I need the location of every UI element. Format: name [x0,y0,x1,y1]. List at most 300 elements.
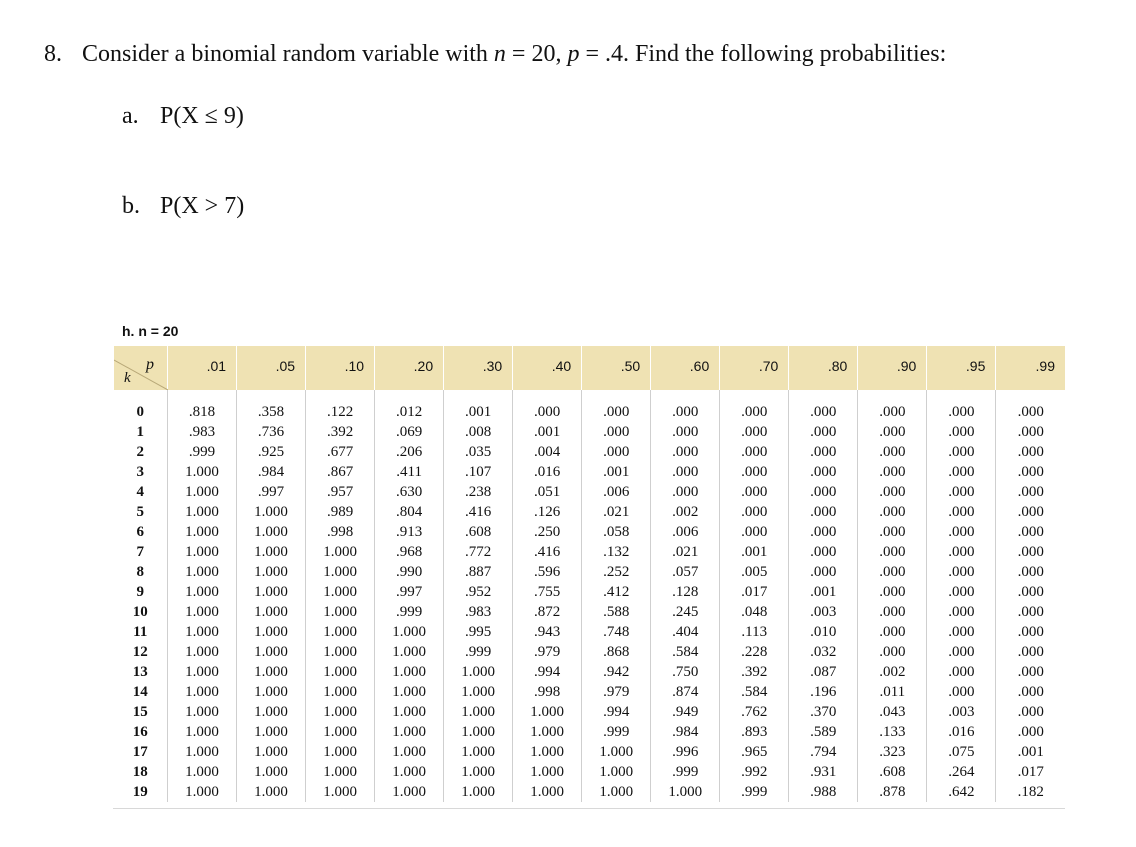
table-row [114,742,1066,762]
p-header-cell [306,346,375,390]
probability-cell: .998 [306,522,375,542]
table-row [114,702,1066,722]
k-value-cell: 17 [132,744,148,760]
probability-cell: 1.000 [237,622,306,642]
probability-cell: 1.000 [306,722,375,742]
p-header-cell [237,346,306,390]
probability-cell: 1.000 [237,642,306,662]
table-row [114,482,1066,502]
probability-cell: .006 [582,482,651,502]
p-header-value: .99 [1035,358,1055,374]
probability-cell: .000 [789,422,858,442]
probability-cell: .999 [444,642,513,662]
probability-cell: .000 [789,502,858,522]
p-header-value: .80 [827,358,848,374]
probability-cell: .000 [996,722,1065,742]
probability-cell: .003 [927,702,996,722]
p-header-cell [720,346,789,390]
probability-cell: 1.000 [306,642,375,662]
p-header-cell [513,346,582,390]
p-value-and-instruction: = .4. Find the following probabilities: [579,41,947,67]
probability-cell: .983 [168,422,237,442]
probability-cell: .000 [996,542,1065,562]
p-header-cell [927,346,996,390]
probability-cell: 1.000 [237,662,306,682]
probability-cell: .005 [720,562,789,582]
probability-cell: .001 [513,422,582,442]
probability-cell: .584 [720,682,789,702]
probability-cell: .949 [651,702,720,722]
p-header-value: .70 [758,358,779,374]
probability-cell: .000 [927,522,996,542]
probability-cell: .755 [513,582,582,602]
p-header-cell [582,346,651,390]
probability-cell: .000 [582,442,651,462]
probability-cell: .000 [927,602,996,622]
probability-cell: .943 [513,622,582,642]
probability-cell: .984 [651,722,720,742]
probability-cell: .250 [513,522,582,542]
probability-cell: .931 [789,762,858,782]
probability-cell: .804 [375,502,444,522]
probability-cell: .228 [720,642,789,662]
probability-cell: 1.000 [237,702,306,722]
probability-cell: .000 [858,390,927,422]
table-bottom-rule [113,808,1065,809]
probability-cell: .999 [168,442,237,462]
probability-cell: .000 [789,482,858,502]
probability-cell: .952 [444,582,513,602]
probability-cell: 1.000 [237,742,306,762]
table-caption: h. n = 20 [122,323,179,339]
probability-cell: .642 [927,782,996,802]
part-a-text: P(X ≤ 9) [160,103,244,129]
probability-cell: .996 [651,742,720,762]
probability-cell: .000 [927,390,996,422]
k-value-cell: 12 [132,644,148,660]
probability-cell: .000 [927,622,996,642]
table-body [114,390,1066,802]
probability-cell: .000 [996,622,1065,642]
probability-cell: .957 [306,482,375,502]
probability-cell: .589 [789,722,858,742]
question-intro: Consider a binomial random variable with [82,41,488,67]
probability-cell: 1.000 [168,662,237,682]
probability-cell: .893 [720,722,789,742]
probability-cell: .000 [720,482,789,502]
probability-cell: .867 [306,462,375,482]
probability-cell: .107 [444,462,513,482]
k-value-cell: 1 [136,424,144,440]
p-header-cell [789,346,858,390]
probability-cell: .000 [720,462,789,482]
probability-cell: 1.000 [168,602,237,622]
k-value-cell: 7 [136,544,144,560]
probability-cell: .000 [789,462,858,482]
probability-cell: .748 [582,622,651,642]
probability-cell: 1.000 [306,742,375,762]
k-value-cell: 9 [136,584,144,600]
k-value-cell: 8 [136,564,144,580]
probability-cell: .011 [858,682,927,702]
probability-cell: 1.000 [444,682,513,702]
probability-cell: .058 [582,522,651,542]
probability-cell: .887 [444,562,513,582]
probability-cell: .392 [720,662,789,682]
probability-cell: 1.000 [513,722,582,742]
probability-cell: .750 [651,662,720,682]
probability-cell: .000 [927,642,996,662]
probability-cell: .000 [858,602,927,622]
probability-cell: .002 [858,662,927,682]
probability-cell: 1.000 [375,782,444,802]
k-value-cell: 11 [133,624,148,640]
probability-cell: .010 [789,622,858,642]
probability-cell: .021 [582,502,651,522]
p-header-cell [444,346,513,390]
probability-cell: .000 [789,442,858,462]
probability-cell: 1.000 [375,622,444,642]
k-value-cell: 6 [136,524,144,540]
probability-cell: 1.000 [168,742,237,762]
probability-cell: 1.000 [168,522,237,542]
probability-cell: .000 [927,442,996,462]
p-header-cell [858,346,927,390]
probability-cell: .000 [858,542,927,562]
probability-cell: 1.000 [237,582,306,602]
k-value-cell: 2 [136,444,144,460]
probability-cell: .057 [651,562,720,582]
probability-cell: .000 [513,390,582,422]
probability-cell: 1.000 [168,462,237,482]
probability-cell: 1.000 [306,702,375,722]
probability-cell: .794 [789,742,858,762]
probability-cell: .245 [651,602,720,622]
probability-cell: .000 [996,390,1065,422]
probability-cell: 1.000 [513,762,582,782]
probability-cell: 1.000 [168,482,237,502]
probability-cell: .000 [858,582,927,602]
probability-cell: 1.000 [306,542,375,562]
p-header-value: .20 [413,358,434,374]
probability-cell: .404 [651,622,720,642]
probability-cell: .984 [237,462,306,482]
p-header-value: .90 [896,358,917,374]
probability-cell: 1.000 [168,642,237,662]
probability-cell: 1.000 [168,782,237,802]
probability-cell: .000 [720,522,789,542]
probability-cell: .196 [789,682,858,702]
probability-cell: .000 [927,562,996,582]
probability-cell: .113 [720,622,789,642]
probability-cell: .000 [996,482,1065,502]
question-number: 8. [44,41,62,67]
probability-cell: .000 [858,422,927,442]
probability-cell: .016 [927,722,996,742]
probability-cell: .358 [237,390,306,422]
probability-cell: .411 [375,462,444,482]
probability-cell: .069 [375,422,444,442]
part-b-text: P(X > 7) [160,193,245,219]
probability-cell: .913 [375,522,444,542]
probability-cell: .772 [444,542,513,562]
probability-cell: .000 [927,662,996,682]
probability-cell: 1.000 [306,622,375,642]
probability-cell: .965 [720,742,789,762]
probability-cell: .999 [375,602,444,622]
question-text [82,40,962,68]
probability-cell: 1.000 [237,722,306,742]
probability-cell: .000 [651,482,720,502]
probability-cell: .995 [444,622,513,642]
probability-cell: .000 [927,682,996,702]
k-value-cell: 0 [136,404,144,420]
probability-cell: .043 [858,702,927,722]
probability-cell: 1.000 [513,782,582,802]
p-header-value: .30 [482,358,503,374]
probability-cell: 1.000 [237,782,306,802]
probability-cell: .968 [375,542,444,562]
probability-cell: 1.000 [168,502,237,522]
probability-cell: .872 [513,602,582,622]
part-b [122,192,244,220]
probability-cell: .001 [720,542,789,562]
table-row [114,422,1066,442]
probability-cell: .994 [582,702,651,722]
table-row [114,722,1066,742]
probability-cell: .000 [927,502,996,522]
table-row [114,462,1066,482]
probability-cell: 1.000 [375,682,444,702]
probability-cell: 1.000 [513,742,582,762]
probability-cell: 1.000 [582,742,651,762]
probability-cell: .416 [444,502,513,522]
n-symbol: n [493,41,506,67]
probability-cell: .206 [375,442,444,462]
probability-cell: 1.000 [375,762,444,782]
probability-cell: 1.000 [237,522,306,542]
probability-cell: .736 [237,422,306,442]
table-header-row [114,346,1066,390]
p-header-value: .05 [275,358,296,374]
probability-cell: 1.000 [306,562,375,582]
binomial-table-container [113,346,1065,809]
probability-cell: .016 [513,462,582,482]
p-header-value: .50 [620,358,641,374]
probability-cell: .998 [513,682,582,702]
probability-cell: 1.000 [168,582,237,602]
p-header-value: .60 [689,358,710,374]
probability-cell: 1.000 [237,602,306,622]
probability-cell: .412 [582,582,651,602]
probability-cell: .000 [582,390,651,422]
table-row [114,522,1066,542]
probability-cell: 1.000 [306,582,375,602]
p-header-cell [168,346,237,390]
probability-cell: .001 [789,582,858,602]
probability-cell: 1.000 [237,762,306,782]
k-value-cell: 3 [136,464,144,480]
probability-cell: .000 [789,562,858,582]
probability-cell: .128 [651,582,720,602]
probability-cell: 1.000 [168,702,237,722]
probability-cell: .000 [927,482,996,502]
probability-cell: .000 [858,442,927,462]
probability-cell: .608 [858,762,927,782]
probability-cell: .000 [651,390,720,422]
probability-cell: .000 [858,482,927,502]
probability-cell: 1.000 [582,762,651,782]
probability-cell: 1.000 [651,782,720,802]
probability-cell: .002 [651,502,720,522]
probability-cell: .000 [996,662,1065,682]
k-value-cell: 13 [132,664,148,680]
probability-cell: .006 [651,522,720,542]
probability-cell: .999 [651,762,720,782]
probability-cell: 1.000 [168,622,237,642]
probability-cell: .252 [582,562,651,582]
probability-cell: 1.000 [306,602,375,622]
probability-cell: .000 [582,422,651,442]
probability-cell: .132 [582,542,651,562]
probability-cell: 1.000 [513,702,582,722]
probability-cell: .878 [858,782,927,802]
p-header-value: .01 [206,358,227,374]
probability-cell: .818 [168,390,237,422]
probability-cell: .000 [927,582,996,602]
probability-cell: 1.000 [306,782,375,802]
probability-cell: 1.000 [237,562,306,582]
table-row [114,682,1066,702]
probability-cell: .000 [927,422,996,442]
probability-cell: .122 [306,390,375,422]
table-row [114,542,1066,562]
probability-cell: .000 [996,642,1065,662]
probability-cell: 1.000 [375,662,444,682]
table-row [114,642,1066,662]
probability-cell: .677 [306,442,375,462]
probability-cell: .000 [996,562,1065,582]
probability-cell: .000 [720,422,789,442]
probability-cell: .021 [651,542,720,562]
probability-cell: .000 [927,462,996,482]
probability-cell: 1.000 [237,682,306,702]
probability-cell: .000 [720,502,789,522]
probability-cell: .868 [582,642,651,662]
probability-cell: .182 [996,782,1065,802]
k-value-cell: 16 [132,724,148,740]
probability-cell: .012 [375,390,444,422]
probability-cell: .003 [789,602,858,622]
k-value-cell: 18 [132,764,148,780]
probability-cell: 1.000 [237,542,306,562]
part-a [122,102,244,130]
probability-cell: 1.000 [444,722,513,742]
probability-cell: .075 [927,742,996,762]
probability-cell: .133 [858,722,927,742]
probability-cell: .988 [789,782,858,802]
probability-cell: .000 [858,622,927,642]
probability-cell: .392 [306,422,375,442]
p-header-cell [375,346,444,390]
corner-diagonal [114,346,168,390]
probability-cell: .979 [513,642,582,662]
p-axis-label: p [146,356,154,373]
probability-cell: .942 [582,662,651,682]
k-value-cell: 14 [132,684,148,700]
table-row [114,502,1066,522]
table-row [114,762,1066,782]
probability-cell: .608 [444,522,513,542]
probability-cell: .762 [720,702,789,722]
probability-cell: .087 [789,662,858,682]
probability-cell: .000 [858,562,927,582]
probability-cell: .000 [651,462,720,482]
probability-cell: 1.000 [168,722,237,742]
probability-cell: 1.000 [237,502,306,522]
table-row [114,622,1066,642]
probability-cell: .000 [996,682,1065,702]
k-value-cell: 19 [132,784,148,800]
probability-cell: .000 [858,522,927,542]
probability-cell: 1.000 [168,762,237,782]
probability-cell: .992 [720,762,789,782]
p-header-value: .95 [965,358,986,374]
probability-cell: .994 [513,662,582,682]
table-row [114,602,1066,622]
probability-cell: .630 [375,482,444,502]
probability-cell: .000 [927,542,996,562]
probability-cell: 1.000 [444,762,513,782]
probability-cell: .000 [858,462,927,482]
probability-cell: .416 [513,542,582,562]
probability-cell: .999 [720,782,789,802]
k-value-cell: 4 [136,484,144,500]
probability-cell: .000 [996,522,1065,542]
table-row [114,782,1066,802]
probability-cell: .238 [444,482,513,502]
probability-cell: .000 [996,442,1065,462]
probability-cell: .997 [237,482,306,502]
probability-cell: .001 [444,390,513,422]
k-value-cell: 15 [132,704,148,720]
probability-cell: 1.000 [168,542,237,562]
probability-cell: .032 [789,642,858,662]
probability-cell: .925 [237,442,306,462]
probability-cell: 1.000 [375,742,444,762]
binomial-cumulative-table [113,346,1065,802]
probability-cell: .584 [651,642,720,662]
probability-cell: .001 [582,462,651,482]
probability-cell: .000 [996,422,1065,442]
probability-cell: .000 [858,502,927,522]
probability-cell: .000 [996,502,1065,522]
probability-cell: .035 [444,442,513,462]
probability-cell: .000 [996,462,1065,482]
probability-cell: .000 [996,702,1065,722]
probability-cell: .017 [720,582,789,602]
probability-cell: .990 [375,562,444,582]
probability-cell: 1.000 [444,742,513,762]
probability-cell: .997 [375,582,444,602]
probability-cell: .000 [858,642,927,662]
probability-cell: .048 [720,602,789,622]
p-symbol: p [567,41,580,67]
probability-cell: .004 [513,442,582,462]
probability-cell: 1.000 [168,682,237,702]
probability-cell: 1.000 [375,642,444,662]
probability-cell: .000 [651,442,720,462]
